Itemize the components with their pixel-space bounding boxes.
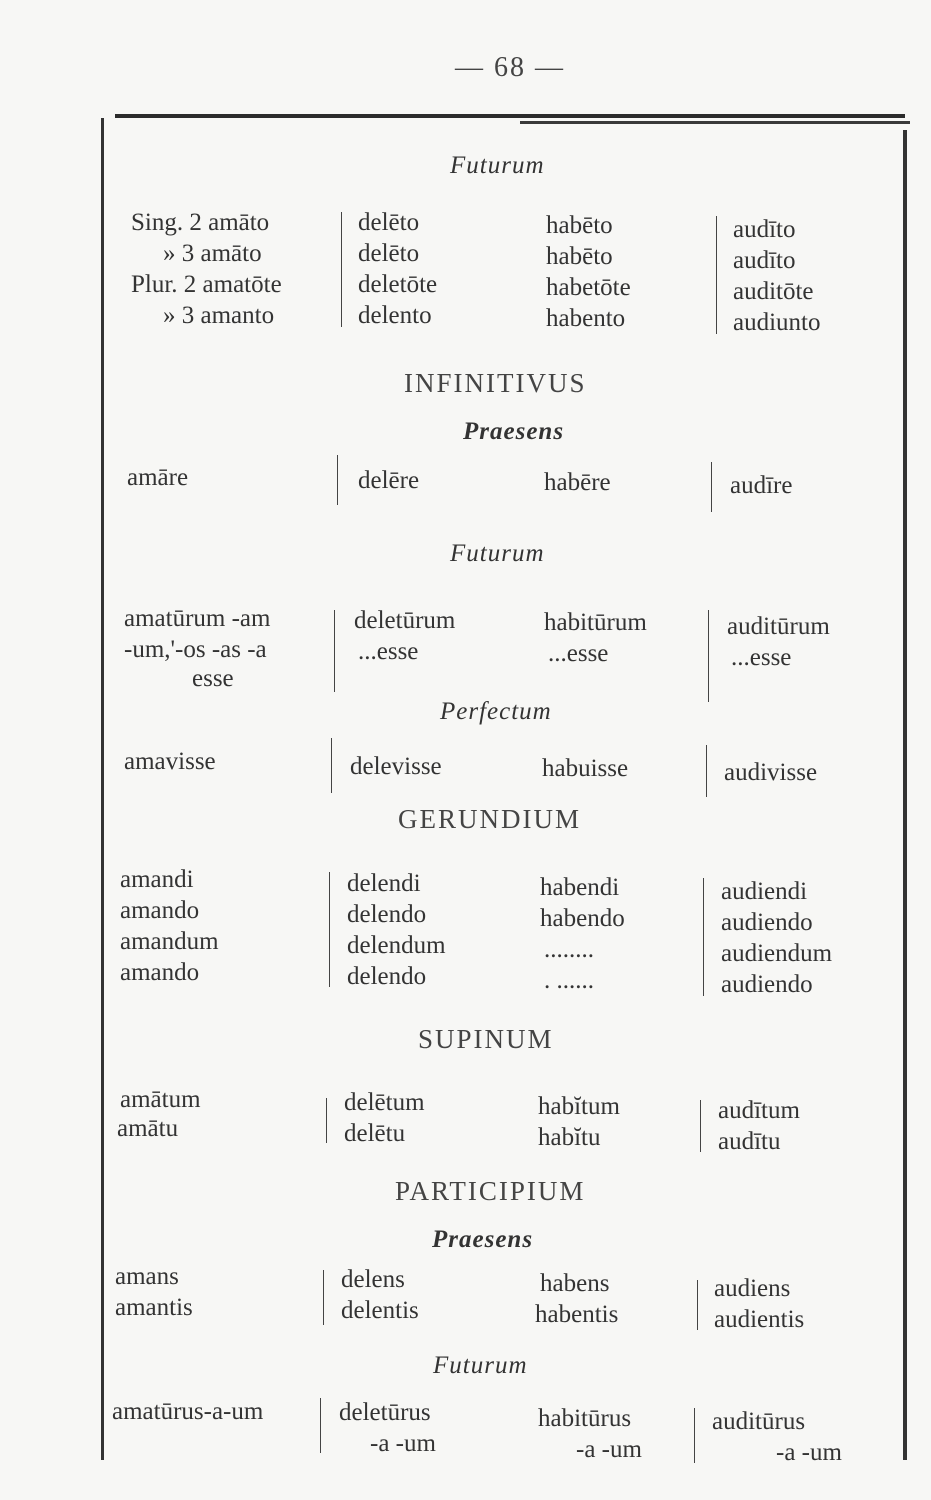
infinitive-future-col1-row2: -um,'-os -as -a [124, 636, 267, 663]
infinitive-perfect-col4: audivisse [724, 759, 818, 786]
participium-future-col2-row1: deletūrus [339, 1399, 431, 1426]
infinitive-present-col3: habēre [544, 469, 611, 496]
supinum-col1-row2: amātu [117, 1115, 179, 1142]
page-number: — 68 — [455, 52, 565, 83]
infinitive-perfect-col3: habuisse [542, 755, 629, 782]
left-frame-line [101, 118, 104, 1460]
gerundium-col4-row2: audiendo [721, 909, 813, 936]
gerundium-col3-row3: ........ [544, 936, 594, 963]
participium-present-col2-row2: delentis [341, 1297, 419, 1324]
supinum-col2-row1: delētum [344, 1089, 425, 1116]
column-divider [711, 462, 712, 512]
gerundium-col3-row2: habendo [540, 905, 625, 932]
infinitive-future-col4-row1: auditūrum [727, 613, 830, 640]
gerundium-col2-row3: delendum [347, 932, 446, 959]
column-divider [341, 212, 342, 327]
column-divider [323, 1270, 324, 1325]
column-divider [331, 738, 332, 793]
column-divider [703, 878, 704, 996]
participium-future-col3-row2: -a -um [576, 1436, 642, 1463]
infinitive-future-col3-row1: habitūrum [544, 609, 647, 636]
supinum-col3-row1: habĭtum [538, 1093, 620, 1120]
praesens-heading: Praesens [463, 418, 565, 445]
futurum-col3-row3: habetōte [546, 274, 631, 301]
futurum-col2-row2: delēto [358, 240, 420, 267]
gerundium-col1-row2: amando [120, 897, 200, 924]
gerundium-col2-row1: delendi [347, 870, 421, 897]
futurum-col4-row3: auditōte [733, 278, 814, 305]
participium-present-col2-row1: delens [341, 1266, 405, 1293]
futurum-col2-row1: delēto [358, 209, 420, 236]
column-divider [694, 1408, 695, 1463]
column-divider [337, 455, 338, 505]
gerundium-heading: GERUNDIUM [398, 804, 581, 834]
infinitive-future-col2-row2: ...esse [358, 638, 419, 665]
supinum-col2-row2: delētu [344, 1120, 406, 1147]
infinitive-future-col2-row1: deletūrum [354, 607, 456, 634]
participium-futurum-heading: Futurum [433, 1352, 528, 1379]
infinitive-present-col1: amāre [127, 464, 189, 491]
infinitive-future-col1-row1: amatūrum -am [124, 605, 271, 632]
futurum-infinitive-heading: Futurum [450, 540, 545, 567]
futurum-col4-row1: audīto [733, 216, 796, 243]
gerundium-col2-row4: delendo [347, 963, 427, 990]
gerundium-col3-row4: . ...... [544, 967, 594, 994]
futurum-col1-row3: Plur. 2 amatōte [131, 271, 282, 298]
column-divider [320, 1398, 321, 1453]
infinitive-future-col1-row3: esse [192, 665, 234, 692]
column-divider [706, 745, 707, 797]
participium-future-col4-row1: auditūrus [712, 1408, 806, 1435]
top-rule-secondary [520, 121, 910, 124]
column-divider [334, 610, 335, 692]
futurum-col2-row4: delento [358, 302, 432, 329]
futurum-col3-row4: habento [546, 305, 626, 332]
infinitive-present-col4: audīre [730, 472, 793, 499]
participium-present-col4-row2: audientis [714, 1306, 805, 1333]
infinitive-present-col2: delēre [358, 467, 420, 494]
participium-future-col4-row2: -a -um [776, 1439, 842, 1466]
column-divider [326, 1098, 327, 1143]
perfectum-heading: Perfectum [440, 698, 552, 725]
futurum-col3-row1: habēto [546, 212, 613, 239]
gerundium-col1-row3: amandum [120, 928, 219, 955]
infinitive-perfect-col2: delevisse [350, 753, 442, 780]
top-rule [115, 114, 905, 118]
participium-present-col4-row1: audiens [714, 1275, 791, 1302]
supinum-col1-row1: amātum [120, 1086, 201, 1113]
futurum-col1-row2: » 3 amāto [163, 240, 262, 267]
supinum-heading: SUPINUM [418, 1024, 554, 1054]
gerundium-col4-row3: audiendum [721, 940, 833, 967]
futurum-col3-row2: habēto [546, 243, 613, 270]
supinum-col3-row2: habĭtu [538, 1124, 601, 1151]
participium-future-col2-row2: -a -um [370, 1430, 436, 1457]
column-divider [329, 872, 330, 987]
participium-present-col3-row1: habens [540, 1270, 610, 1297]
infinitive-perfect-col1: amavisse [124, 748, 216, 775]
participium-future-col3-row1: habitūrus [538, 1405, 632, 1432]
futurum-heading: Futurum [450, 152, 545, 179]
futurum-col2-row3: deletōte [358, 271, 438, 298]
column-divider [697, 1280, 698, 1330]
participium-heading: PARTICIPIUM [395, 1176, 586, 1206]
gerundium-col2-row2: delendo [347, 901, 427, 928]
column-divider [708, 610, 709, 702]
infinitive-future-col4-row2: ...esse [731, 644, 792, 671]
supinum-col4-row2: audītu [718, 1128, 781, 1155]
column-divider [716, 216, 717, 334]
participium-present-col1-row1: amans [115, 1263, 179, 1290]
gerundium-col1-row1: amandi [120, 866, 194, 893]
right-frame-line [903, 130, 907, 1460]
futurum-col1-row1: Sing. 2 amāto [131, 209, 270, 236]
gerundium-col4-row1: audiendi [721, 878, 808, 905]
participium-future-col1: amatūrus-a-um [112, 1398, 264, 1425]
infinitive-future-col3-row2: ...esse [548, 640, 609, 667]
futurum-col4-row4: audiunto [733, 309, 821, 336]
participium-praesens-heading: Praesens [432, 1226, 534, 1253]
futurum-col1-row4: » 3 amanto [163, 302, 275, 329]
gerundium-col4-row4: audiendo [721, 971, 813, 998]
participium-present-col3-row2: habentis [535, 1301, 619, 1328]
gerundium-col1-row4: amando [120, 959, 200, 986]
supinum-col4-row1: audītum [718, 1097, 800, 1124]
gerundium-col3-row1: habendi [540, 874, 620, 901]
futurum-col4-row2: audīto [733, 247, 796, 274]
infinitivus-heading: INFINITIVUS [404, 368, 587, 398]
participium-present-col1-row2: amantis [115, 1294, 193, 1321]
column-divider [700, 1100, 701, 1152]
